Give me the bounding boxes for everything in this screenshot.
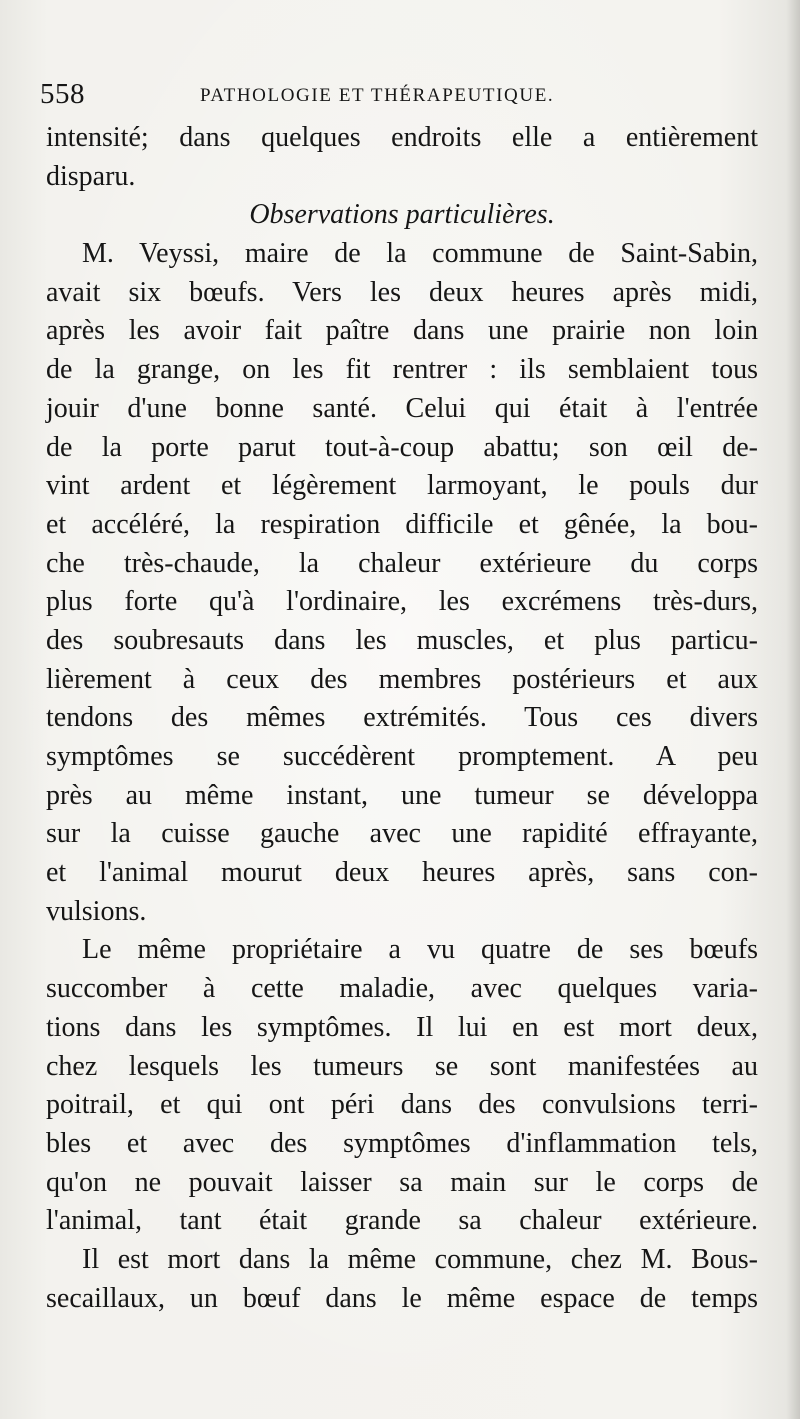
text-line: M. Veyssi, maire de la commune de Saint-Sabin,: [82, 238, 758, 270]
text-line: sur la cuisse gauche avec une rapidité effrayante,: [46, 818, 758, 850]
text-line: et accéléré, la respiration difficile et gênée, la bou-: [46, 508, 758, 540]
text-line: avait six bœufs. Vers les deux heures après midi,: [46, 276, 758, 308]
text-line: symptômes se succédèrent promptement. A peu: [46, 741, 758, 772]
text-line: che très-chaude, la chaleur extérieure du corps: [46, 547, 758, 579]
running-head: [40, 74, 752, 114]
text-line: l'animal, tant était grande sa chaleur extérieure.: [46, 1205, 758, 1237]
text-line: chez lesquels les tumeurs se sont manifestées au: [46, 1050, 758, 1082]
text-line: près au même instant, une tumeur se développa: [46, 779, 758, 811]
text-line: disparu.: [46, 160, 136, 192]
text-line: Le même propriétaire a vu quatre de ses bœufs: [82, 934, 758, 966]
text-line: de la grange, on les fit rentrer : ils semblaient tous: [46, 354, 758, 386]
text-line: intensité; dans quelques endroits elle a entièrement: [46, 122, 758, 153]
running-title: PATHOLOGIE ET THÉRAPEUTIQUE.: [200, 85, 555, 106]
section-heading: Observations particulières.: [249, 199, 555, 231]
text-line: vint ardent et légèrement larmoyant, le pouls dur: [46, 470, 758, 502]
text-line: des soubresauts dans les muscles, et plus particu-: [46, 624, 758, 656]
text-line: secaillaux, un bœuf dans le même espace de temps: [46, 1282, 758, 1314]
text-line: de la porte parut tout-à-coup abattu; son œil de-: [46, 431, 758, 463]
text-line: après les avoir fait paître dans une prairie non loin: [46, 315, 758, 347]
text-line: et l'animal mourut deux heures après, sans con-: [46, 857, 758, 889]
text-line: bles et avec des symptômes d'inflammation tels,: [46, 1127, 758, 1159]
text-line: qu'on ne pouvait laisser sa main sur le corps de: [46, 1166, 758, 1198]
text-line: jouir d'une bonne santé. Celui qui était à l'entrée: [46, 392, 758, 424]
text-line: lièrement à ceux des membres postérieurs et aux: [46, 663, 758, 695]
text-line: poitrail, et qui ont péri dans des convulsions terri-: [46, 1089, 758, 1121]
page-edge-shadow: [786, 0, 800, 1419]
text-line: plus forte qu'à l'ordinaire, les excrémens très-durs,: [46, 586, 758, 618]
page-number: 558: [40, 78, 85, 110]
text-line: tions dans les symptômes. Il lui en est mort deux,: [46, 1011, 758, 1043]
text-line: Il est mort dans la même commune, chez M. Bous-: [82, 1243, 758, 1275]
text-line: vulsions.: [46, 895, 147, 927]
text-line: succomber à cette maladie, avec quelques varia-: [46, 973, 758, 1005]
text-line: tendons des mêmes extrémités. Tous ces divers: [46, 702, 758, 734]
body-text: [46, 119, 758, 1318]
